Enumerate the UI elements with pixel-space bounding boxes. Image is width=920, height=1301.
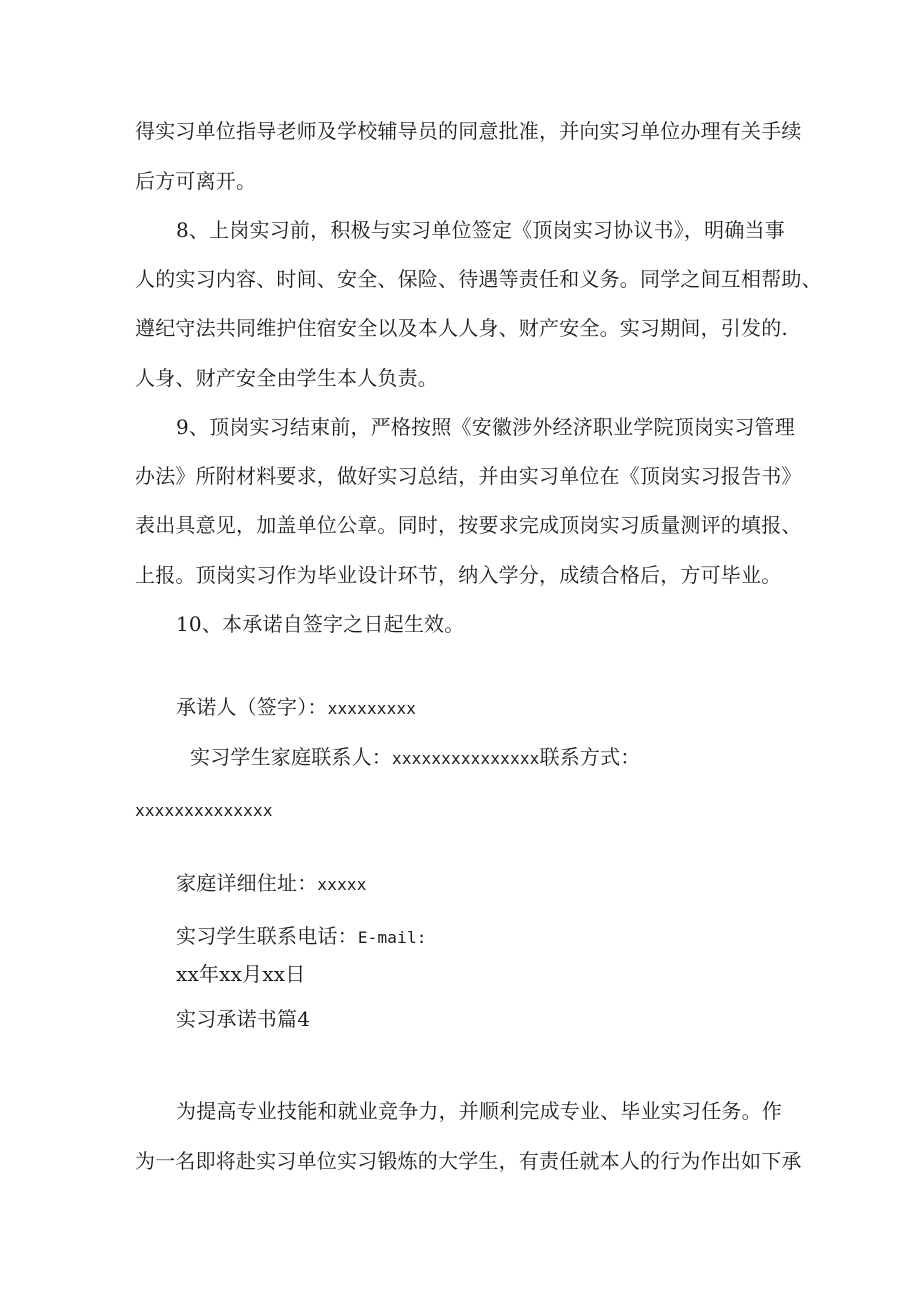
promisor-label: 承诺人（签字）： xyxy=(176,695,328,719)
address-label: 家庭详细住址： xyxy=(176,871,318,895)
promisor-value: xxxxxxxxx xyxy=(327,699,417,718)
family-contact-value: xxxxxxxxxxxxxxx xyxy=(392,749,540,768)
intro-line: 为提高专业技能和就业竞争力，并顺利完成专业、毕业实习任务。作 xyxy=(176,1099,782,1123)
family-contact-label: 实习学生家庭联系人： xyxy=(190,745,392,769)
clause-8-line: 8、上岗实习前，积极与实习单位签定《顶岗实习协议书》，明确当事 xyxy=(176,218,785,242)
body-line: 得实习单位指导老师及学校辅导员的同意批准，并向实习单位办理有关手续 xyxy=(135,119,802,143)
date-line: xx年xx月xx日 xyxy=(176,962,306,986)
body-line: 后方可离开。 xyxy=(135,169,257,193)
family-contact-row xyxy=(190,743,641,773)
body-line: 人的实习内容、时间、安全、保险、待遇等责任和义务。同学之间互相帮助、 xyxy=(135,267,822,291)
body-line: 办法》所附材料要求，做好实习总结，并由实习单位在《顶岗实习报告书》 xyxy=(135,464,802,488)
body-line: 上报。顶岗实习作为毕业设计环节，纳入学分，成绩合格后，方可毕业。 xyxy=(135,563,782,587)
promisor-row xyxy=(176,693,416,723)
body-line: 遵纪守法共同维护住宿安全以及本人人身、财产安全。实习期间，引发的. xyxy=(135,316,788,340)
body-line: 表出具意见，加盖单位公章。同时，按要求完成顶岗实习质量测评的填报、 xyxy=(135,513,802,537)
body-line: 人身、财产安全由学生本人负责。 xyxy=(135,366,438,390)
section-title: 实习承诺书篇4 xyxy=(176,1007,311,1031)
email-label: E-mail: xyxy=(357,928,427,947)
contact-method-label: 联系方式： xyxy=(539,745,641,769)
phone-label: 实习学生联系电话： xyxy=(176,924,358,948)
clause-9-line: 9、顶岗实习结束前，严格按照《安徽涉外经济职业学院顶岗实习管理 xyxy=(176,415,795,439)
contact-method-value: xxxxxxxxxxxxxx xyxy=(135,801,273,820)
phone-row xyxy=(176,922,427,952)
clause-10-line: 10、本承诺自签字之日起生效。 xyxy=(176,612,465,636)
intro-line: 为一名即将赴实习单位实习锻炼的大学生，有责任就本人的行为作出如下承 xyxy=(135,1149,802,1173)
address-value: xxxxx xyxy=(317,875,367,894)
address-row xyxy=(176,869,367,899)
